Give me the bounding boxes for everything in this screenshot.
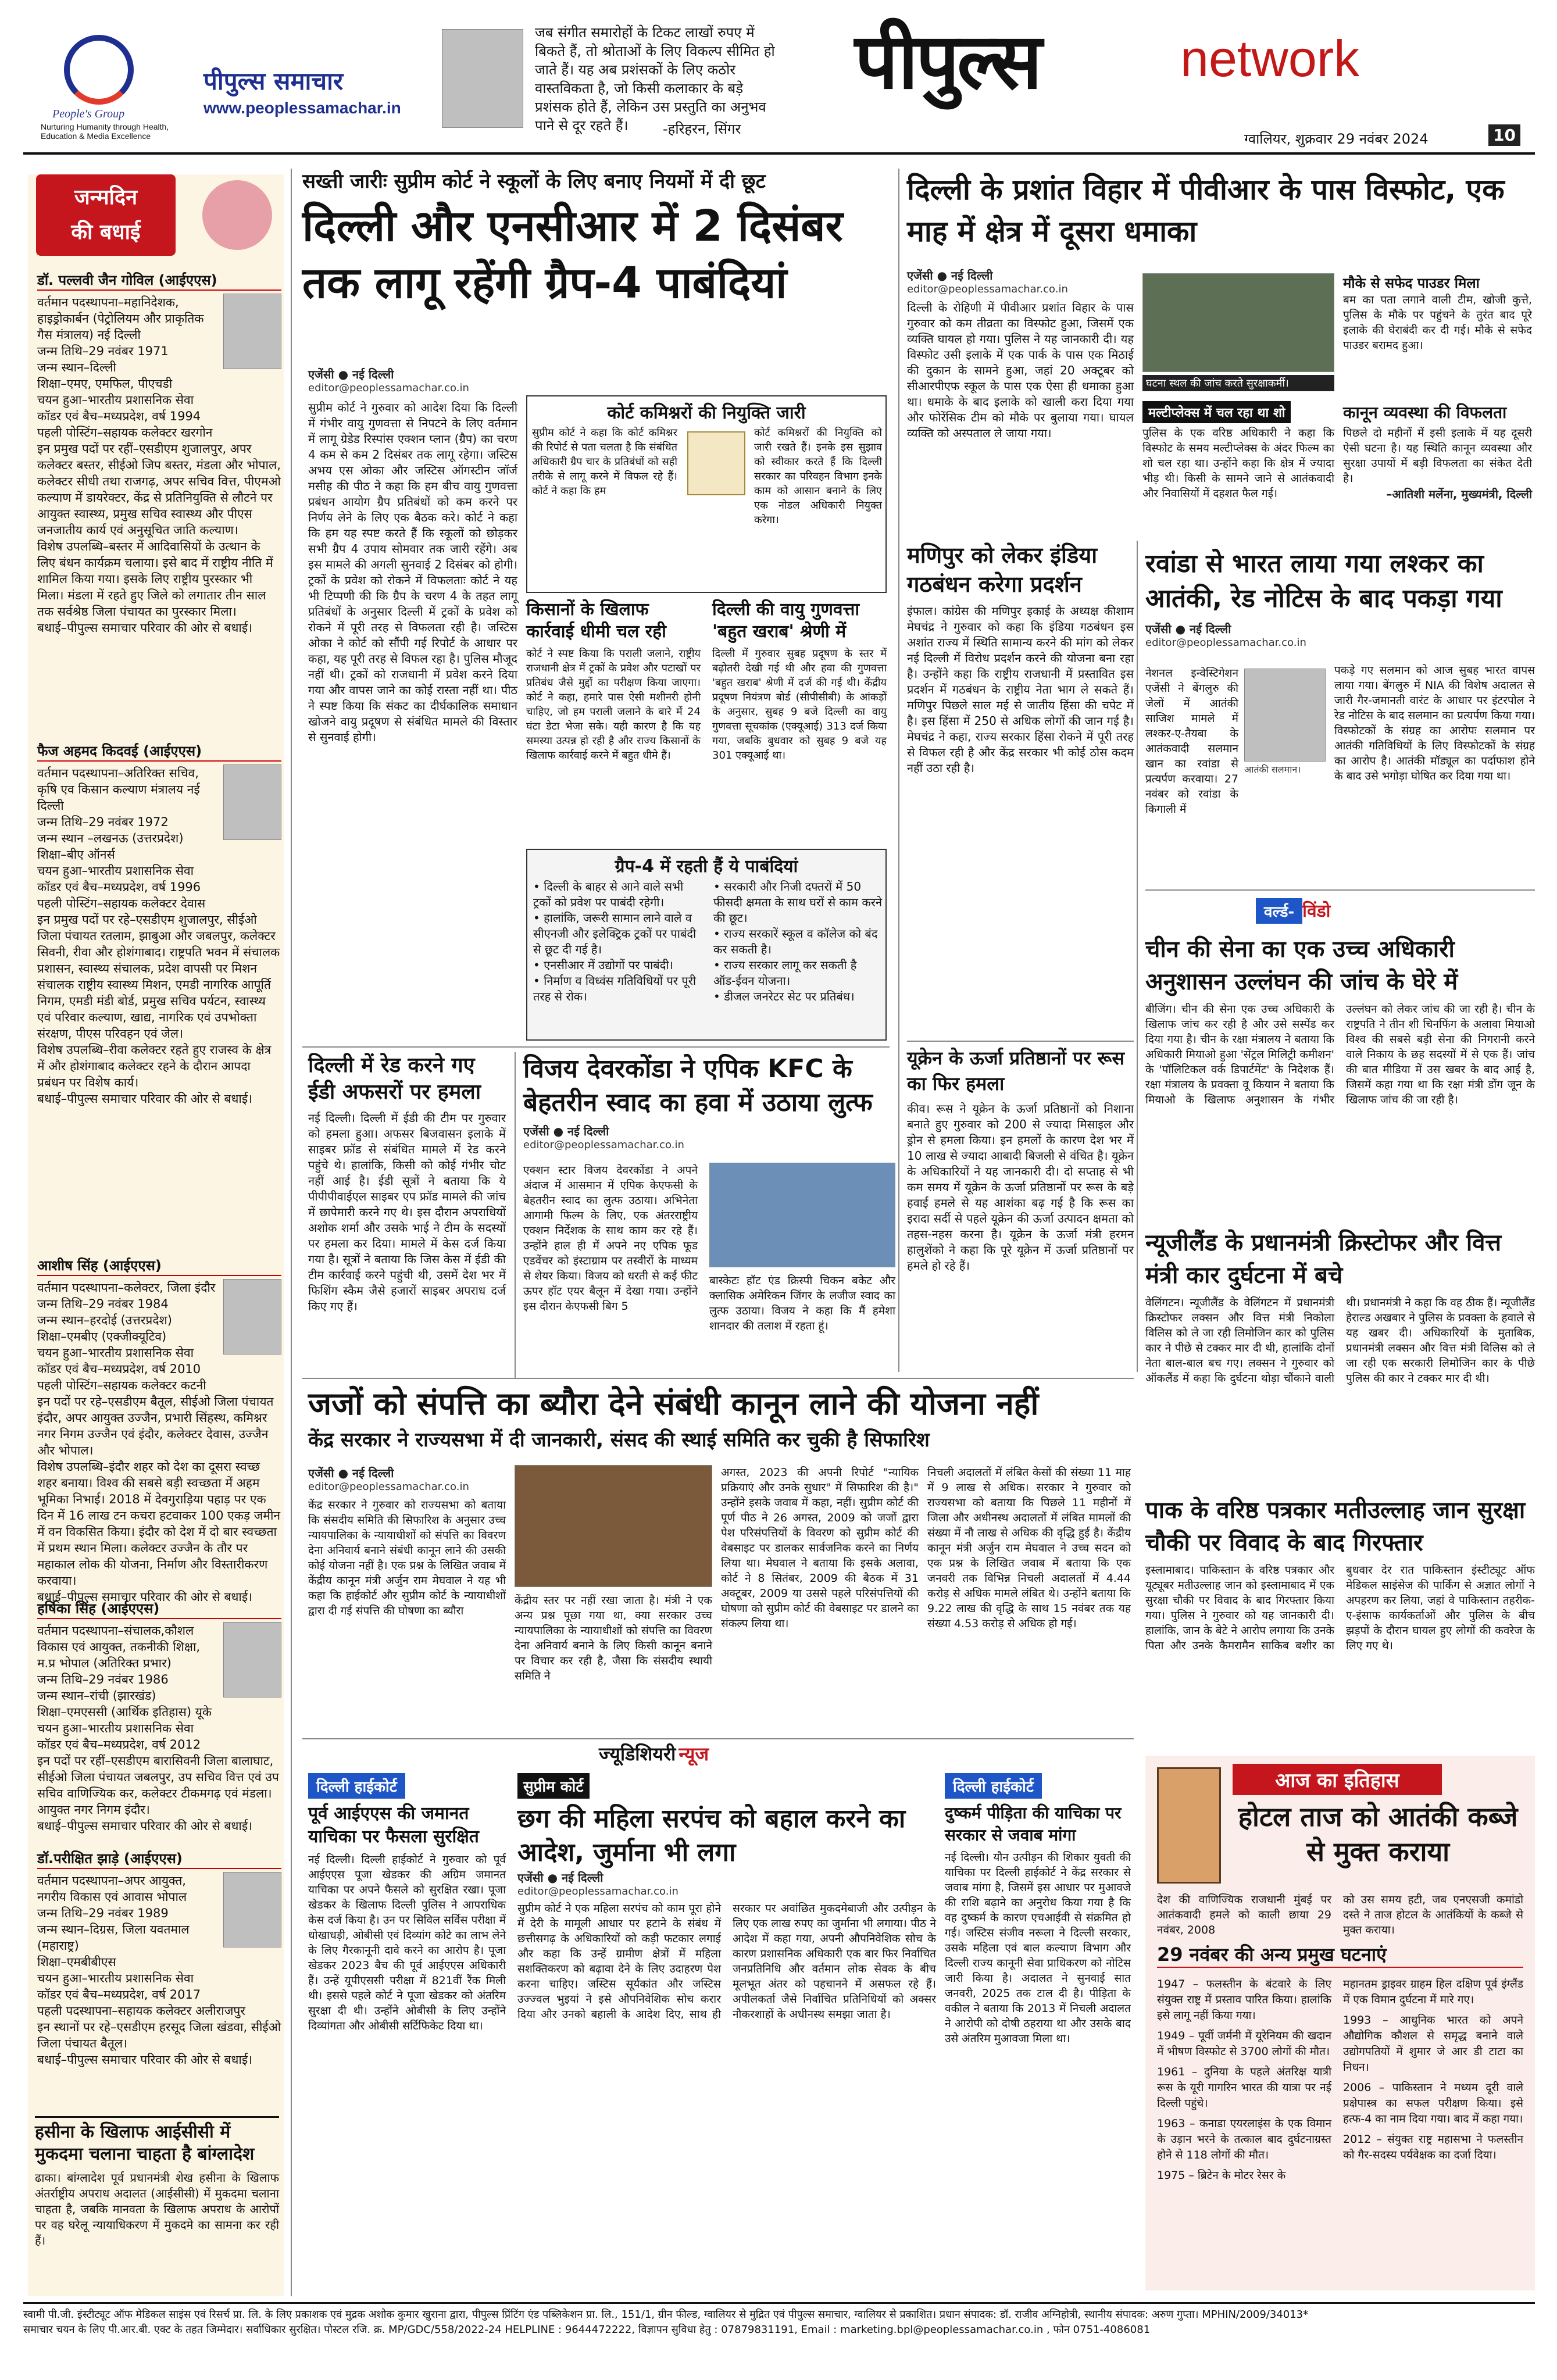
judges-col1 (308, 1465, 506, 1618)
law-order-attribution: –आतिशी मर्लेना, मुख्यमंत्री, दिल्ली (1386, 487, 1532, 501)
birthday-person (37, 1256, 281, 1605)
person-line: शिक्षा–बीए ऑनर्स (37, 848, 115, 862)
blast-photo-caption: घटना स्थल की जांच करते सुरक्षाकर्मी। (1142, 375, 1334, 391)
person-name: हर्षिका सिंह (आईएएस) (37, 1599, 281, 1619)
judiciary-title-b: न्यूज (678, 1743, 709, 1765)
kfc-byline: एजेंसी ● नई दिल्ली (523, 1124, 609, 1138)
grap-story (302, 169, 890, 312)
judges-email: editor@peoplessamachar.co.in (308, 1481, 469, 1493)
divider (1145, 889, 1535, 891)
imprint-footer (23, 2302, 1535, 2338)
person-line: शिक्षा–एमबीए (एक्जीक्यूटिव) (37, 1330, 167, 1343)
manipur-body: इंफाल। कांग्रेस की मणिपुर इकाई के अध्यक्ष कीशाम मेघचंद्र ने गुरुवार को कहा कि इंडिया गठबंधन इस अशांत राज्य में स्थिति सामान्य करने की मांग को लेकर नई दिल्ली में विरोध प्रदर्शन करने की योजना बना रहा है। उन्होंने कहा कि राष्ट्रीय राजधानी में प्रस्तावित इस प्रदर्शन में गठबंधन के राष्ट्रीय नेता भाग ले सकते हैं। मणिपुर पिछले साल मई से जातीय हिंसा की चपेट में है। इस हिंसा में 250 से अधिक लोगों की जान गई है। मेघचंद्र ने कहा, राज्य सरकार हिंसा रोकने में पूरी तरह से विफल रही है और केंद्र सरकार भी कोई ठोस कदम नहीं उठा रही है। (907, 604, 1134, 775)
hasina-body: ढाका। बांग्लादेश पूर्व प्रधानमंत्री शेख हसीना के खिलाफ अंतर्राष्ट्रीय अपराध अदालत (आईसीसी) में मुकदमा चलाना चाहता है, जबकि मानवता के खिलाफ अपराध के आरोपों पर वह घरेलू न्यायाधिकरण में मुकदमे का सामना कर रही हैं। (35, 2171, 279, 2247)
events-right (1343, 1977, 1523, 2168)
person-line: इन पदों पर रहे–एसडीएम बैतूल, सीईओ जिला पंचायत इंदौर, अपर आयुक्त उज्जैन, प्रभारी सिंहस्थ, कमिश्नर नगर निगम उज्जैन एवं इंदौर, कलेक्टर देवास, उज्जैन और भोपाल। (37, 1395, 274, 1457)
rule-item: • डीजल जनरेटर सेट पर प्रतिबंध। (713, 989, 882, 1005)
column-divider (515, 1052, 516, 1378)
divider (302, 1046, 890, 1048)
person-line: बधाई–पीपुल्स समाचार परिवार की ओर से बधाई। (37, 621, 253, 635)
person-line: बधाई–पीपुल्स समाचार परिवार की ओर से बधाई। (37, 1590, 253, 1604)
person-line: जन्म तिथि–29 नवंबर 1984 (37, 1297, 169, 1311)
person-line: पहली पोस्टिंग–सहायक कलेक्टर देवास (37, 896, 206, 910)
event-item: महानतम ड्राइवर ग्राहम हिल दक्षिण पूर्व इंग्लैंड में एक विमान दुर्घटना में मारे गए। (1343, 1978, 1523, 2006)
person-photo (223, 1279, 281, 1355)
grap-headline: दिल्ली और एनसीआर में 2 दिसंबर तक लागू रहेंगी ग्रैप-4 पाबंदियां (302, 201, 843, 308)
rule-item: • राज्य सरकार लागू कर सकती है ऑड-ईवन योजना। (713, 957, 882, 989)
hourglass-icon (1157, 1767, 1221, 1884)
person-line: विशेष उपलब्धि–बस्तर में आदिवासियों के उत्थान के लिए बंधन कार्यक्रम चलाया। इसे बाद में राष्ट्रीय नीति में शामिल किया गया। इसके लिए राष्ट्रीय पुरस्कार भी मिला। मंडला में रहते हुए जिले को लगातार तीन साल तक सर्वश्रेष्ठ जिला पंचायत का पुरस्कार मिला। (37, 539, 273, 619)
grap-body: सुप्रीम कोर्ट ने गुरुवार को आदेश दिया कि दिल्ली में गंभीर वायु गुणवत्ता से निपटने के लिए वर्तमान में लागू ग्रेडेड रिस्पांस एक्शन प्लान (ग्रैप) का चरण 4 कम से कम 2 दिसंबर तक लागू रहेगा। जस्टिस अभय एस ओका और जस्टिस ऑगस्टीन जॉर्ज मसीह की पीठ ने कहा कि हम बीच वायु गुणवत्ता प्रबंधन आयोग ग्रैप प्रतिबंधों को कम करने पर निर्णय लेने के लिए एक बैठक करे। कोर्ट ने कहा कि हम यह स्पष्ट करते हैं कि स्कूलों को छोड़कर सभी ग्रैप 4 उपाय सोमवार तक जारी रहेंगे। अब इस मामले की अगली सुनवाई 2 दिसंबर को होगी। ट्रकों के प्रवेश को रोकने में विफलताः कोर्ट ने यह भी टिप्पणी की कि ग्रैप के चरण 4 के तहत लागू प्रतिबंधों के अनुसार दिल्ली में ट्रकों के प्रवेश को रोकने में पूरी तरह से विफलता रही है। जस्टिस ओका ने कोर्ट को सौंपी गई रिपोर्ट के आधार पर कहा, यह पूरी तरह से विफल रहा है। पुलिस मौजूद नहीं थी। ट्रकों को राजधानी में प्रवेश करने दिया गया और वापस जाने का कोई रास्ता नहीं था। पीठ ने स्पष्ट किया कि संकट का दीर्घकालिक समाधान खोजने वायु प्रदूषण से संबंधित मामले की विस्तार से सुनवाई होगी। (308, 401, 517, 744)
person-line: इन प्रमुख पदों पर रहे–एसडीएम शुजालपुर, सीईओ जिला पंचायत रतलाम, झाबुआ और जबलपुर, कलेक्टर सिवनी, रीवा और होशंगाबाद। राष्ट्रपति भवन में संचालक प्रशासन, स्वास्थ्य संचालक, प्रदेश वापसी पर मिशन संचालक राष्ट्रीय स्वास्थ्य मिशन, एमडी नागरिक आपूर्ति निगम, एमडी मंडी बोर्ड, प्रमुख सचिव पर्यटन, स्वास्थ्य एवं परिवार कल्याण, खाद्य, नागरिक एवं उपभोक्ता संरक्षण, पीएस परिवहन एवं जेल। (37, 913, 280, 1041)
event-item: 1949 – पूर्वी जर्मनी में यूरेनियम की खदान में भीषण विस्फोट से 3700 लोगों की मौत। (1157, 2029, 1331, 2058)
judges-story (308, 1384, 1134, 1453)
person-line: विशेष उपलब्धि–रीवा कलेक्टर रहते हुए राजस्व के क्षेत्र में और होशंगाबाद कलेक्टर रहने के दौरान आपदा प्रबंधन पर विशेष कार्य। (37, 1043, 272, 1089)
person-name: आशीष सिंह (आईएएस) (37, 1256, 281, 1276)
blast-byline: एजेंसी ● नई दिल्ली (907, 269, 993, 283)
dateline: ग्वालियर, शुक्रवार 29 नवंबर 2024 (1244, 131, 1429, 147)
events-left (1157, 1977, 1331, 2188)
person-line: कॉडर एवं बैच–मध्यप्रदेश, वर्ष 1994 (37, 409, 201, 423)
person-line: इन स्थानों पर रहे–एसडीएम हरसूद जिला खंडवा, सीईओ जिला पंचायत बैतूल। (37, 2020, 281, 2050)
person-line: पहली पदस्थापना–सहायक कलेक्टर अलीराजपुर (37, 2004, 245, 2018)
person-line: शिक्षा–एमए, एमफिल, पीएचडी (37, 377, 173, 391)
farmers-headline: किसानों के खिलाफ कार्रवाई धीमी चल रही (526, 599, 666, 642)
lashkar-body-2: पकड़े गए सलमान को आज सुबह भारत वापस लाया गया। बेंगलुरु में NIA की विशेष अदालत से जारी गैर-जमानती वारंट के आधार पर इंटरपोल ने रेड नोटिस के बाद सलमान का प्रत्यर्पण किया गया। विस्फोटकों के संग्रह का आरोपः सलमान पर आतंकी गतिविधियों के लिए विस्फोटकों के संग्रह का आरोप है। आतंकी मॉड्यूल का पर्दाफाश होने के बाद उसे भगोड़ा घोषित कर दिया गया था। (1334, 664, 1535, 782)
grap-rules-right (713, 879, 882, 1005)
person-line: जन्म तिथि–29 नवंबर 1989 (37, 1906, 169, 1920)
person-name: फैज अहमद किदवई (आईएएस) (37, 741, 281, 762)
event-item: 1993 – आधुनिक भारत को अपने औद्योगिक कौशल से समृद्ध बनाने वाले उद्योगपतियों में शुमार जे आर डी टाटा का निधन। (1343, 2014, 1523, 2074)
grap-main-text (308, 366, 517, 745)
person-line: चयन हुआ–भारतीय प्रशासनिक सेवा (37, 864, 194, 878)
hc2-story (945, 1773, 1131, 2046)
aqi-story (712, 599, 887, 763)
ed-body: नई दिल्ली। दिल्ली में ईडी की टीम पर गुरुवार को हमला हुआ। अफसर बिजवासन इलाके में साइबर फ्रॉड से संबंधित मामले में रेड करने पहुंचे थे। हालांकि, किसी को कोई गंभीर चोट नहीं आई है। ईडी सूत्रों ने बताया कि ये पीपीपीवाईएल साइबर एप फ्रॉड मामले की जांच में छापेमारी करने गए थे। इस दौरान अपराधियों अशोक शर्मा और उसके भाई ने टीम के सदस्यों पर हमला कर दिया। मामले में केस दर्ज किया गया है। सूत्रों ने बताया कि जिस केस में ईडी की टीम कार्रवाई करने पहुंची थी, उसमें देश भर में फिशिंग स्कैम जैसे हजारों साइबर अपराध दर्ज किए गए हैं। (308, 1111, 506, 1313)
person-line: जन्म स्थान–दिग्रस, जिला यवतमाल (महाराष्ट्र) (37, 1922, 190, 1953)
person-line: जन्म स्थान–रांची (झारखंड) (37, 1689, 156, 1703)
divider (302, 1738, 1134, 1739)
judges-headline: जजों को संपत्ति का ब्यौरा देने संबंधी कानून लाने की योजना नहीं (308, 1385, 1039, 1422)
farmers-body: कोर्ट ने स्पष्ट किया कि पराली जलाने, राष्ट्रीय राजधानी क्षेत्र में ट्रकों के प्रवेश और पटाखों पर प्रतिबंध जैसे मुद्दों का परीक्षण किया जाएगा। कोर्ट ने कहा, हमारे पास ऐसी मशीनरी होनी चाहिए, जो हम पराली जलाने के बारे में 24 घंटा डेटा भेजा सके। यही कारण है कि यह समस्या उत्पन्न हो रही है और राज्य किसानों के खिलाफ कार्रवाई करने में बहुत धीमे हैं। (526, 648, 701, 762)
ukraine-story (907, 1041, 1134, 1274)
multiplex-body: पुलिस के एक वरिष्ठ अधिकारी ने कहा कि विस्फोट के समय मल्टीप्लेक्स के अंदर फिल्म का शो चल रहा था। उन्होंने कहा कि क्षेत्र में ज्यादा भीड़ थी। किसी के सामने जाने से आतंकवादी और निवासियों में दहशत फैल गई। (1142, 427, 1334, 500)
blast-story (907, 169, 1535, 252)
birthday-person (37, 1849, 281, 2068)
event-item: 1961 – दुनिया के पहले अंतरिक्ष यात्री रूस के यूरी गागरिन भारत की यात्रा पर नई दिल्ली पहुंचे। (1157, 2065, 1331, 2110)
supreme-court-icon (687, 431, 745, 495)
event-item: 2006 – पाकिस्तान ने मध्यम दूरी वाले प्रक्षेपास्त्र का सफल परीक्षण किया। इसे हत्फ-4 का नाम दिया गया। बाद में कहा गया। (1343, 2081, 1523, 2125)
birthday-person (37, 741, 281, 1107)
china-body: बीजिंग। चीन की सेना एक उच्च अधिकारी के खिलाफ जांच कर रही है और उसे सस्पेंड कर दिया गया है। चीन के रक्षा मंत्रालय ने बताया कि अधिकारी मियाओ हुआ 'सेंट्रल मिलिट्री कमीशन' के 'पॉलिटिकल वर्क डिपार्टमेंट' के निदेशक हैं। रक्षा मंत्रालय के प्रवक्ता वू कियान ने बताया कि मियाओ के खिलाफ अनुशासन के गंभीर उल्लंघन को लेकर जांच की जा रही है। चीन के राष्ट्रपति ने तीन शी चिनफिंग के अलावा मियाओ विश्व की सबसे बड़ी सेना की निगरानी करने वाले निकाय के छह सदस्यों में से एक हैं। जांच की बात मीडिया में उस खबर के बाद आई है, जिसमें कहा गया था कि रक्षा मंत्री डोंग जून के खिलाफ जांच की जा रही है। (1145, 1003, 1535, 1106)
world-window-title-b: विंडो (1302, 901, 1331, 921)
terrorist-photo-caption: आतंकी सलमान। (1244, 764, 1301, 775)
person-line: जन्म स्थान –लखनऊ (उत्तरप्रदेश) (37, 831, 184, 845)
history-headline: होटल ताज को आतंकी कब्जे से मुक्त कराया (1238, 1801, 1518, 1867)
ukraine-headline: यूक्रेन के ऊर्जा प्रतिष्ठानों पर रूस का फिर हमला (907, 1041, 1134, 1096)
kfc-email: editor@peoplessamachar.co.in (523, 1139, 684, 1151)
history-body-1: देश की वाणिज्यिक राजधानी मुंबई पर आतंकवादी हमले को काली छाया 29 नवंबर, 2008 (1157, 1893, 1331, 1936)
person-line: चयन हुआ–भारतीय प्रशासनिक सेवा (37, 1346, 194, 1360)
history-body-2: को उस समय हटी, जब एनएसजी कमांडो दस्ते ने ताज होटल के आतंकियों के कब्जे से मुक्त कराया। (1343, 1893, 1523, 1936)
kfc-headline: विजय देवरकोंडा ने एपिक KFC के बेहतरीन स्वाद का हवा में उठाया लुत्फ (523, 1054, 873, 1117)
birthday-title-line2: की बधाई (71, 220, 141, 244)
kfc-body: एक्शन स्टार विजय देवरकोंडा ने अपने अंदाज में आसमान में एपिक केएफसी के बेहतरीन स्वाद का लुत्फ उठाया। अभिनेता आगामी फिल्म के लिए, एक अंतरराष्ट्रीय एक्शन निर्देशक के साथ काम कर रहे हैं। उन्होंने हाल ही में अपने नए एपिक फूड एडवेंचर को इंस्टाग्राम पर तस्वीरों के माध्यम से शेयर किया। विजय को धरती से कई फीट ऊपर हॉट एयर बैलून में देखा गया। उन्होंने इस दौरान केएफसी बिग 5 (523, 1164, 698, 1313)
grap-email: editor@peoplessamachar.co.in (308, 382, 469, 394)
pak-story (1145, 1494, 1535, 1653)
nz-headline: न्यूजीलैंड के प्रधानमंत्री क्रिस्टोफर और वित्त मंत्री कार दुर्घटना में बचे (1145, 1230, 1502, 1289)
kfc-body-2: बास्केटः हॉट एंड क्रिस्पी चिकन बकेट और क्लासिक अमेरिकन जिंगर के लजीज स्वाद का लुत्फ उठाया। विजय ने कहा कि मैं हमेशा शानदार की तलाश में रहता हूं। (709, 1274, 895, 1332)
law-order-box (1343, 401, 1532, 502)
person-line: चयन हुआ–भारतीय प्रशासनिक सेवा (37, 1721, 194, 1735)
pak-body: इस्लामाबाद। पाकिस्तान के वरिष्ठ पत्रकार और यूट्यूबर मतीउल्लाह जान को इस्लामाबाद में एक सुरक्षा चौकी पर विवाद के बाद गिरफ्तार किया गया। पुलिस ने गुरुवार को यह जानकारी दी। हालांकि, जान के बेटे ने आरोप लगाया कि उनके पिता और उनके कैमरामैन साकिब बशीर का बुधवार देर रात पाकिस्तान इंस्टीट्यूट ऑफ मेडिकल साइंसेज की पार्किंग से अज्ञात लोगों ने अपहरण कर लिया, जहां वे पाकिस्तान तहरीक-ए-इंसाफ कार्यकर्ताओं और पुलिस के बीच झड़पों के दौरान घायल हुए लोगों की कवरेज के लिए गए थे। (1145, 1564, 1535, 1652)
sc-headline: छग की महिला सरपंच को बहाल करने का आदेश, जुर्माना भी लगा (517, 1804, 906, 1867)
court-box-text-right: कोर्ट कमिश्नरों की नियुक्ति को जारी रखते हैं। इनके इस सुझाव को स्वीकार करते हैं कि दिल्ली सरकार का परिवहन विभाग इनके काम को आसान बनाने के लिए एक नोडल अधिकारी नियुक्त करेगा। (754, 427, 882, 526)
grap-rules-title: ग्रैप-4 में रहती हैं ये पाबंदियां (615, 856, 798, 877)
person-line: शिक्षा–एमएससी (आर्थिक इतिहास) यूके (37, 1705, 212, 1719)
birthday-title-line1: जन्मदिन (74, 185, 138, 209)
rule-item: • दिल्ली के बाहर से आने वाले सभी ट्रकों को प्रवेश पर पाबंदी रहेगी। (533, 879, 702, 910)
sc-byline: एजेंसी ● नई दिल्ली (517, 1871, 603, 1885)
rule-item: • राज्य सरकारें स्कूल व कॉलेज को बंद कर सकती है। (713, 926, 882, 957)
history-box (1145, 1756, 1535, 2290)
event-item: 1975 – ब्रिटेन के मोटर रेसर के (1157, 2169, 1286, 2182)
grap-rules-box (526, 849, 887, 1041)
farmers-story (526, 599, 701, 763)
person-line: शिक्षा–एमबीबीएस (37, 1955, 116, 1969)
column-divider (898, 169, 899, 1372)
person-line: वर्तमान पदस्थापना–अपर आयुक्त, नगरीय विकास एवं आवास भोपाल (37, 1874, 187, 1904)
judges-byline: एजेंसी ● नई दिल्ली (308, 1466, 394, 1480)
hc1-story (308, 1773, 506, 2034)
judges-body-4: निचली अदालतों में लंबित केसों की संख्या 11 माह में 9 लाख से अधिक। सरकार ने गुरुवार को राज्यसभा को बताया कि पिछले 11 महीनों में जिला और अधीनस्थ अदालतों में लंबित मामलों की संख्या में नौ लाख से अधिक की वृद्धि हुई है। केंद्रीय कानून मंत्री अर्जुन राम मेघवाल ने उच्च सदन को एक प्रश्न के लिखित जवाब में बताया कि एक जनवरी तक विभिन्न निचली अदालतों में 4.44 करोड़ से अधिक मामले लंबित थे। उन्होंने बताया कि 9.22 लाख की वृद्धि के साथ 15 नवंबर तक यह संख्या 4.53 करोड़ से अधिक हो गई। (927, 1466, 1131, 1630)
quote-author: -हरिहरन, सिंगर (663, 121, 741, 137)
person-name: डॉ. पल्लवी जैन गोविल (आईएएस) (37, 270, 281, 291)
person-line: वर्तमान पदस्थापना–कलेक्टर, जिला इंदौर (37, 1281, 216, 1295)
law-order-headline: कानून व्यवस्था की विफलता (1343, 403, 1507, 422)
quote-text: जब संगीत समारोहों के टिकट लाखों रुपए में बिकते हैं, तो श्रोताओं के लिए विकल्प सीमित हो जाते हैं। यह अब प्रशंसकों के लिए कठोर वास्तविकता है, जो किसी कलाकार के बड़े प्रशंसक होते हैं, लेकिन उस प्रस्तुति का अनुभव पाने से दूर रहते हैं। (535, 24, 775, 134)
lashkar-body: नेशनल इन्वेस्टिगेशन एजेंसी ने बेंगलुरु की जेलों में आतंकी साजिश मामले में लश्कर-ए-तैयबा के आतंकवादी सलमान खान का रवांडा से प्रत्यर्पण करवाया। 27 नवंबर को रवांडा के किगाली में (1145, 667, 1238, 816)
person-line: इन पदों पर रहीं–एसडीएम बारासिवनी जिला बालाघाट, सीईओ जिला पंचायत जबलपुर, उप सचिव वित्त एवं उप सचिव वाणिज्यिक कर, कलेक्टर टीकमगढ़ एवं मंडला। आयुक्त नगर निगम इंदौर। (37, 1754, 279, 1817)
imprint-line-2: समाचार चयन के लिए पी.आर.बी. एक्ट के तहत जिम्मेदार। सर्वाधिकार सुरक्षित। पोस्टल रजि. क्र. MP/GDC/558/2022-24 HELPLINE : 9644472222, विज्ञापन सुविधा हेतु : 07879831191, Email : marketing.bpl@peoplessamachar.co.in , फोन 0751-4086081 (23, 2324, 1151, 2336)
person-photo (223, 1872, 281, 1947)
imprint-line-1: स्वामी पी.जी. इंस्टीट्यूट ऑफ मेडिकल साइंस एवं रिसर्च प्रा. लि. के लिए प्रकाशक एवं मुद्रक अशोक कुमार खुराना द्वारा, पीपुल्स प्रिंटिंग एंड पब्लिकेशन प्रा. लि., 151/1, ग्रीन फील्ड, ग्वालियर से मुद्रित एवं पीपुल्स समाचार, ग्वालियर से प्रकाशित। प्रधान संपादक: डॉ. राजीव अग्निहोत्री, स्थानीय संपादक: अरुण गुप्ता। MPHIN/2009/34013* (23, 2308, 1309, 2321)
divider (302, 1378, 1134, 1379)
birthday-badge (36, 174, 176, 256)
events-title: 29 नवंबर की अन्य प्रमुख घटनाएं (1157, 1942, 1523, 1968)
page-number: 10 (1488, 124, 1520, 146)
column-divider (1137, 541, 1138, 1372)
person-line: पहली पोस्टिंग–सहायक कलेक्टर खरगोन (37, 426, 213, 439)
quote-author-photo (442, 29, 523, 128)
rule-item: • निर्माण व विध्वंस गतिविधियों पर पूरी तरह से रोक। (533, 973, 702, 1005)
lashkar-story (1145, 546, 1535, 816)
brand-small: पीपुल्स समाचार (203, 67, 344, 95)
masthead-english: network (1180, 30, 1360, 87)
birthday-column (28, 174, 284, 2296)
person-line: कॉडर एवं बैच–मध्यप्रदेश, वर्ष 2010 (37, 1362, 201, 1376)
peoples-group-logo-icon (64, 35, 134, 105)
birthday-person (37, 270, 281, 636)
sc-email: editor@peoplessamachar.co.in (517, 1885, 678, 1897)
manipur-story (907, 541, 1134, 776)
lashkar-byline: एजेंसी ● नई दिल्ली (1145, 622, 1231, 636)
sc-tag: सुप्रीम कोर्ट (517, 1773, 590, 1799)
court-box-title: कोर्ट कमिश्नरों की नियुक्ति जारी (607, 403, 806, 423)
column-divider (291, 169, 292, 2296)
person-photo (223, 294, 281, 369)
hasina-headline: हसीना के खिलाफ आईसीसी में मुकदमा चलाना चाहता है बांग्लादेश (35, 2116, 279, 2165)
judges-body-2: केंद्रीय स्तर पर नहीं रखा जाता है। मंत्री ने एक अन्य प्रश्न पूछा गया था, क्या सरकार उच्च न्यायपालिका के न्यायाधीशों को संपत्ति का विवरण देना अनिवार्य बनाने के लिए किसी कानून बनाने पर विचार कर रही है, जैसा कि संसदीय स्थायी समिति ने (515, 1594, 712, 1682)
person-line: जन्म स्थान–दिल्ली (37, 360, 116, 374)
powder-box (1343, 273, 1532, 353)
person-line: कॉडर एवं बैच–मध्यप्रदेश, वर्ष 2017 (37, 1988, 201, 2002)
masthead-hindi: पीपुल्स (855, 17, 1040, 106)
powder-body: बम का पता लगाने वाली टीम, खोजी कुत्ते, पुलिस के मौके पर पहुंचने के तुरंत बाद पूरे इलाके की घेराबंदी कर दी गई। मौके से सफेद पाउडर बरामद हुआ। (1343, 294, 1532, 352)
china-headline: चीन की सेना का एक उच्च अधिकारी अनुशासन उल्लंघन की जांच के घेरे में (1145, 936, 1458, 995)
grap-rules-left (533, 879, 702, 1005)
ukraine-body: कीव। रूस ने यूक्रेन के ऊर्जा प्रतिष्ठानों को निशाना बनाते हुए गुरुवार को 200 से ज्यादा मिसाइल और ड्रोन से हमला किया। इन हमलों के कारण देश भर में 10 लाख से ज्यादा आबादी बिजली से वंचित है। यूक्रेन के अधिकारियों ने यह जानकारी दी। दो सप्ताह से भी कम समय में यूक्रेन के ऊर्जा प्रतिष्ठानों पर रूस के बड़े हवाई हमले से यह आशंका बढ़ गई है कि रूस का इरादा सर्दी से पहले यूक्रेन की ऊर्जा उत्पादन क्षमता को तहस-नहस करना है। यूक्रेन के ऊर्जा मंत्री हरमन हालुशेंको ने कहा कि पूरे यूक्रेन में ऊर्जा प्रतिष्ठानों पर हमले हो रहे हैं। (907, 1102, 1134, 1273)
rule-item: • सरकारी और निजी दफ्तरों में 50 फीसदी क्षमता के साथ घरों से काम करने की छूट। (713, 879, 882, 926)
person-line: विशेष उपलब्धि–इंदौर शहर को देश का दूसरा स्वच्छ शहर बनाया। विश्व की सबसे बड़ी स्वच्छता में अहम भूमिका निभाई। 2018 में देवगुराड़िया पहाड़ पर एक दिन में 16 लाख टन कचरा हटवाकर 100 एकड़ जमीन में वन विकसित किया। इंदौर को देश में दो बार स्वच्छता में प्रथम स्थान मिला। कलेक्टर उज्जैन के तौर पर महाकाल लोक की योजना, निर्माण और विस्तारीकरण करवाया। (37, 1460, 281, 1588)
hc2-tag: दिल्ली हाईकोर्ट (945, 1773, 1042, 1799)
judiciary-title-a: ज्यूडिशियरी (599, 1743, 676, 1765)
pak-headline: पाक के वरिष्ठ पत्रकार मतीउल्लाह जान सुरक्षा चौकी पर विवाद के बाद गिरफ्तार (1145, 1497, 1526, 1556)
law-order-quote: पिछले दो महीनों में इसी इलाके में यह दूसरी ऐसी घटना है। यह स्थिति कानून व्यवस्था और सुरक्षा उपायों में बड़ी विफलता का संकेत देती है। (1343, 427, 1532, 485)
person-photo (223, 1622, 281, 1698)
blast-headline: दिल्ली के प्रशांत विहार में पीवीआर के पास विस्फोट, एक माह में क्षेत्र में दूसरा धमाका (907, 173, 1505, 248)
person-line: पहली पोस्टिंग–सहायक कलेक्टर कटनी (37, 1378, 206, 1392)
blast-body: दिल्ली के रोहिणी में पीवीआर प्रशांत विहार के पास गुरुवार को कम तीव्रता का विस्फोट हुआ, जिसमें एक व्यक्ति घायल हो गया। पुलिस ने यह जानकारी दी। यह विस्फोट उसी इलाके में एक पार्क के पास एक मिठाई की दुकान के सामने हुआ, जहां 20 अक्टूबर को सीआरपीएफ स्कूल के पास एक ऐसा ही धमाका हुआ था। धमाके के बाद इलाके को खाली करा दिया गया और फोरेंसिक टीम को मौके पर बुलाया गया। घायल व्यक्ति को अस्पताल ले जाया गया। (907, 301, 1134, 440)
manipur-headline: मणिपुर को लेकर इंडिया गठबंधन करेगा प्रदर्शन (907, 542, 1098, 597)
person-line: जन्म स्थान–हरदोई (उत्तरप्रदेश) (37, 1313, 172, 1327)
flower-basket-icon (202, 180, 272, 250)
hc2-headline: दुष्कर्म पीड़िता की याचिका पर सरकार से जवाब मांगा (945, 1803, 1122, 1845)
justice-statue-photo (515, 1465, 712, 1587)
lashkar-headline: रवांडा से भारत लाया गया लश्कर का आतंकी, रेड नोटिस के बाद पकड़ा गया (1145, 549, 1502, 613)
person-line: वर्तमान पदस्थापना–अतिरिक्त सचिव, कृषि एव किसान कल्याण मंत्रालय नई दिल्ली (37, 766, 200, 813)
blast-email: editor@peoplessamachar.co.in (907, 283, 1068, 295)
aqi-body: दिल्ली में गुरुवार सुबह प्रदूषण के स्तर में बढ़ोतरी देखी गई थी और हवा की गुणवत्ता 'बहुत खराब' श्रेणी में दर्ज की गई थी। केंद्रीय प्रदूषण नियंत्रण बोर्ड (सीपीसीबी) के आंकड़ों के अनुसार, सुबह 9 बजे दिल्ली का वायु गुणवत्ता सूचकांक (एक्यूआई) 313 दर्ज किया गया, जबकि बुधवार को सुबह 9 बजे यह 301 एक्यूआई था। (712, 648, 887, 762)
grap-kicker: सख्ती जारीः सुप्रीम कोर्ट ने स्कूलों के लिए बनाए नियमों में दी छूट (302, 170, 766, 193)
person-line: जन्म तिथि–29 नवंबर 1971 (37, 344, 169, 358)
person-line: इन प्रमुख पदों पर रहीं–एसडीएम शुजालपुर, अपर कलेक्टर बस्तर, सीईओ जिप बस्तर, मंडला और भोपाल, कलेक्टर सीधी तथा राजगढ़, अपर सचिव वित्त, पीएमओ कल्याण में डायरेक्टर, केंद्र से प्रतिनियुक्ति से लौटने पर आयुक्त स्वास्थ्य, प्रमुख सचिव स्वास्थ्य और पीएस जनजातीय कार्य एवं अनुसूचित जाति कल्याण। (37, 442, 281, 537)
hasina-story (35, 2116, 279, 2249)
person-line: बधाई–पीपुल्स समाचार परिवार की ओर से बधाई। (37, 1092, 253, 1106)
person-line: जन्म तिथि–29 नवंबर 1972 (37, 815, 169, 829)
terrorist-photo (1244, 669, 1326, 762)
multiplex-headline: मल्टीप्लेक्स में चल रहा था शो (1142, 401, 1291, 423)
header-rule (23, 152, 1535, 155)
birthday-person (37, 1599, 281, 1834)
world-window-title-a: वर्ल्ड- (1256, 898, 1302, 924)
china-story (1145, 933, 1535, 1107)
person-line: बधाई–पीपुल्स समाचार परिवार की ओर से बधाई। (37, 1819, 253, 1833)
person-line: जन्म तिथि–29 नवंबर 1986 (37, 1673, 169, 1686)
nz-story (1145, 1227, 1535, 1386)
multiplex-box (1142, 401, 1334, 501)
person-line: चयन हुआ–भारतीय प्रशासनिक सेवा (37, 1971, 194, 1985)
hot-air-balloon-photo (709, 1163, 895, 1267)
group-name: People's Group (52, 108, 125, 120)
hc1-headline: पूर्व आईएएस की जमानत याचिका पर फैसला सुरक्षित (308, 1803, 479, 1847)
grap-byline: एजेंसी ● नई दिल्ली (308, 367, 394, 381)
powder-headline: मौके से सफेद पाउडर मिला (1343, 275, 1480, 291)
sc-body: सुप्रीम कोर्ट ने एक महिला सरपंच को काम पूरा होने में देरी के मामूली आधार पर हटाने के संबंध में छत्तीसगढ़ के अधिकारियों को कड़ी फटकार लगाई और कहा कि उन्हें ग्रामीण क्षेत्रों में महिला सशक्तिकरण को बढ़ावा देने के लिए उदाहरण पेश करना चाहिए। जस्टिस सूर्यकांत और जस्टिस उज्ज्वल भुइयां ने इसे औपनिवेशिक सोच करार दिया और उनको बहाली के आदेश दिए, साथ ही सरकार पर अवांछित मुकदमेबाजी और उत्पीड़न के लिए एक लाख रुपए का जुर्माना भी लगाया। पीठ ने आदेश में कहा गया, अपनी औपनिवेशिक सोच के कारण प्रशासनिक अधिकारी एक बार फिर निर्वाचित जनप्रतिनिधि और वर्तमान लोक सेवक के बीच मूलभूत अंतर को पहचानने में असफल रहे हैं। अपीलकर्ता जैसे निर्वाचित प्रतिनिधियों को अक्सर नौकरशाहों के अधीनस्थ समझा जाता है। (517, 1902, 936, 2021)
rule-item: • एनसीआर में उद्योगों पर पाबंदी। (533, 957, 702, 973)
header-left (23, 23, 849, 141)
sc-story (517, 1773, 936, 2022)
court-box-text-left: सुप्रीम कोर्ट ने कहा कि कोर्ट कमिश्नर की रिपोर्ट से पता चलता है कि संबंधित अधिकारी ग्रैप चार के प्रतिबंधों को सही तरीके से लागू करने में विफल रहे हैं। कोर्ट ने कहा कि हम (532, 427, 677, 497)
event-item: 1963 – कनाडा एयरलाइंस के एक विमान के उड़ान भरने के तत्काल बाद दुर्घटनाग्रस्त होने से 118 लोगों की मौत। (1157, 2117, 1331, 2161)
ed-story (308, 1052, 506, 1314)
lashkar-email: editor@peoplessamachar.co.in (1145, 637, 1306, 649)
aqi-headline: दिल्ली की वायु गुणवत्ता 'बहुत खराब' श्रेणी में (712, 599, 860, 642)
blast-site-photo (1142, 273, 1334, 372)
person-line: चयन हुआ–भारतीय प्रशासनिक सेवा (37, 393, 194, 407)
judges-body-1: केंद्र सरकार ने गुरुवार को राज्यसभा को बताया कि संसदीय समिति की सिफारिश के अनुसार उच्च न्यायपालिका के न्यायाधीशों को संपत्ति का विवरण देना अनिवार्य बनाने संबंधी कानून लाने की उसकी कोई योजना नहीं है। एक प्रश्न के लिखित जवाब में केंद्रीय कानून मंत्री अर्जुन राम मेघवाल ने यह भी कहा कि हाईकोर्ट और सुप्रीम कोर्ट के न्यायाधीशों द्वारा दी गई संपत्ति की घोषणा का ब्यौरा (308, 1499, 506, 1617)
judiciary-title (599, 1741, 709, 1766)
event-item: 2012 – संयुक्त राष्ट्र महासभा ने फलस्तीन को गैर-सदस्य पर्यवेक्षक का दर्जा दिया। (1343, 2133, 1523, 2161)
hc1-tag: दिल्ली हाईकोर्ट (308, 1773, 405, 1799)
website-link[interactable]: www.peoplessamachar.in (203, 99, 401, 117)
person-name: डॉ.परीक्षित झाड़े (आईएएस) (37, 1849, 281, 1869)
nz-body: वेलिंगटन। न्यूजीलैंड के वेलिंगटन में प्रधानमंत्री क्रिस्टोफर लक्सन और वित्त मंत्री निकोला विलिस को ले जा रही लिमोजिन कार को पुलिस कार ने पीछे से टक्कर मार दी थी, हालांकि दोनों नेता बाल-बाल बच गए। लक्सन ने गुरुवार को ऑकलैंड में कहा कि दुर्घटना थोड़ा चौंकाने वाली थी। प्रधानमंत्री ने कहा कि वह ठीक हैं। न्यूजीलैंड हेराल्ड अखबार ने पुलिस के प्रवक्ता के हवाले से यह खबर दी। अधिकारियों के मुताबिक, प्रधानमंत्री लक्सन और वित्त मंत्री विलिस को ले जा रही एक सरकारी लिमोजिन कार के पीछे पुलिस की कार ने टक्कर मार दी थी। (1145, 1296, 1535, 1385)
person-line: बधाई–पीपुल्स समाचार परिवार की ओर से बधाई। (37, 2053, 253, 2067)
person-line: कॉडर एवं बैच–मध्यप्रदेश, वर्ष 1996 (37, 880, 201, 894)
ed-headline: दिल्ली में रेड करने गए ईडी अफसरों पर हमला (308, 1053, 481, 1104)
hc2-body: नई दिल्ली। यौन उत्पीड़न की शिकार युवती की याचिका पर दिल्ली हाईकोर्ट ने केंद्र सरकार से जवाब मांगा है, जिसमें इस आधार पर मुआवजे की राशि बढ़ाने का अनुरोध किया गया है कि वह दुष्कर्म के कारण एचआईवी से संक्रमित हो गई। जस्टिस संजीव नरूला ने दिल्ली सरकार, उसके महिला एवं बाल कल्याण विभाग और दिल्ली राज्य कानूनी सेवा प्राधिकरण को नोटिस जारी किया है। अदालत ने सुनवाई सात जनवरी, 2025 तक टाल दी है। पीड़िता के वकील ने बताया कि 2013 में निचली अदालत ने आरोपी को दोषी ठहराया था और उसके बाद उसे अंतरिम मुआवजा मिला था। (945, 1851, 1131, 2045)
judges-subhead: केंद्र सरकार ने राज्यसभा में दी जानकारी, संसद की स्थाई समिति कर चुकी है सिफारिश (308, 1428, 930, 1452)
person-line: कॉडर एवं बैच–मध्यप्रदेश, वर्ष 2012 (37, 1738, 201, 1752)
world-window-title (1256, 898, 1330, 924)
judges-body-3: अगस्त, 2023 की अपनी रिपोर्ट "न्यायिक प्रक्रियाएं और उनके सुधार" में सिफारिश की है।" उन्होंने इसके जवाब में कहा, नहीं। सुप्रीम कोर्ट की पूर्ण पीठ ने 26 अगस्त, 2009 को जजों द्वारा पेश परिसंपत्तियों के विवरण को सुप्रीम कोर्ट की वेबसाइट पर डालकर सार्वजनिक करने का निर्णय लिया था। मेघवाल ने बताया कि इसके अलावा, कोर्ट ने 8 सितंबर, 2009 की बैठक में 31 अक्टूबर, 2009 या उससे पहले परिसंपत्तियों की घोषणा को सुप्रीम कोर्ट की वेबसाइट पर डालने का संकल्प लिया था। (721, 1466, 919, 1630)
hc1-body: नई दिल्ली। दिल्ली हाईकोर्ट ने गुरुवार को पूर्व आईएएस पूजा खेडकर की अग्रिम जमानत याचिका पर अपने फैसले को सुरक्षित रखा। पूजा खेडकर के खिलाफ दिल्ली पुलिस ने आपराधिक केस दर्ज किया है। उन पर सिविल सर्विस परीक्षा में धोखाधड़ी, ओबीसी एवं दिव्यांग कोटे का लाभ लेने के लिए गैरकानूनी दावे करने का आरोप है। पूजा खेडकर 2023 बैच की पूर्व आईएएस अधिकारी हैं। उन्हें यूपीएससी परीक्षा में 821वीं रैंक मिली थी। इससे पहले कोर्ट ने पूजा खेडकर को अंतरिम सुरक्षा दी थी। उन्होंने ओबीसी के लिए उन्होंने दिव्यांगता और ओबीसी सर्टिफिकेट दिया था। (308, 1853, 506, 2032)
person-photo (223, 764, 281, 840)
history-title: आज का इतिहास (1233, 1764, 1442, 1795)
court-commissioner-box (526, 395, 887, 593)
person-line: वर्तमान पदस्थापना–संचालक,कौशल विकास एवं आयुक्त, तकनीकी शिक्षा, म.प्र भोपाल (अतिरिक्त प्रभार) (37, 1624, 201, 1670)
masthead (855, 6, 1535, 128)
person-line: वर्तमान पदस्थापना–महानिदेशक, हाइड्रोकार्बन (पेट्रोलियम और प्राकृतिक गैस मंत्रालय) नई दिल्ली (37, 295, 204, 342)
rule-item: • हालांकि, जरूरी सामान लाने वाले व सीएनजी और इलेक्ट्रिक ट्रकों पर पाबंदी से छूट दी गई है। (533, 910, 702, 957)
group-tagline: Nurturing Humanity through Health, Education & Media Excellence (41, 122, 169, 141)
blast-main (907, 267, 1134, 441)
event-item: 1947 – फलस्तीन के बंटवारे के लिए संयुक्त राष्ट्र में प्रस्ताव पारित किया। हालांकि इसे लागू नहीं किया गया। (1157, 1978, 1331, 2022)
